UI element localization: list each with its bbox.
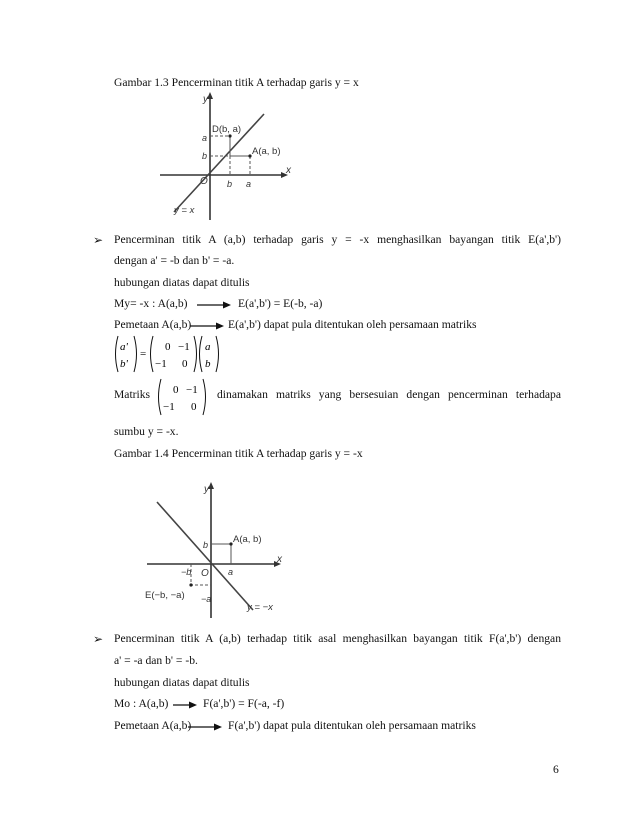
s3-line-1: Pencerminan titik A (a,b) terhadap titik asal menghasilkan bayangan titik F(a',b') dengan <box>114 632 561 645</box>
bullet-icon: ➢ <box>93 632 104 646</box>
arrow-icon <box>190 321 224 331</box>
inline-m12: −1 <box>186 384 198 396</box>
matriks-word: Matriks <box>114 388 151 401</box>
arrow-icon <box>188 722 222 732</box>
line-label: y = x <box>174 205 195 216</box>
bullet-icon: ➢ <box>93 233 104 247</box>
matrix-equation <box>112 334 222 374</box>
neg-b-label: −b <box>181 567 192 577</box>
point-a-label: A(a, b) <box>233 534 262 545</box>
page-number: 6 <box>553 763 559 776</box>
figure-1-4-caption: Gambar 1.4 Pencerminan titik A terhadap garis y = -x <box>114 447 363 460</box>
matriks-description: dinamakan matriks yang bersesuian dengan pencerminan terhadapa <box>217 388 561 401</box>
matrix-m12: −1 <box>178 341 190 353</box>
s3-map-left: Mo : A(a,b) <box>114 697 169 710</box>
lhs-a-prime: a' <box>120 341 128 353</box>
arrow-icon <box>173 700 197 710</box>
line-label: y = −x <box>247 602 273 613</box>
point-a-label: A(a, b) <box>252 146 281 157</box>
inline-m21: −1 <box>163 401 175 413</box>
dashed-guides-a <box>211 544 231 564</box>
s2-line-3: hubungan diatas dapat ditulis <box>114 276 250 289</box>
s3-line-3: hubungan diatas dapat ditulis <box>114 676 250 689</box>
x-axis-label: x <box>277 554 282 565</box>
rhs-a: a <box>205 341 211 353</box>
s2-map-left: My= -x : A(a,b) <box>114 297 188 310</box>
figure-1-3-caption: Gambar 1.3 Pencerminan titik A terhadap garis y = x <box>114 76 359 89</box>
s3-map-right: F(a',b') = F(-a, -f) <box>203 697 285 710</box>
matriks-inline-matrix <box>155 377 211 417</box>
a-on-y-label: a <box>202 133 208 143</box>
s2-line-1: Pencerminan titik A (a,b) terhadap garis y = -x menghasilkan bayangan titik E(a',b') <box>114 233 561 246</box>
point-e-label: E(−b, −a) <box>145 590 185 601</box>
b-on-y-label: b <box>202 151 208 161</box>
matrix-m21: −1 <box>155 358 167 370</box>
inline-m11: 0 <box>173 384 179 396</box>
y-axis-label: y <box>203 94 208 105</box>
x-axis-label: x <box>286 165 291 176</box>
lhs-b-prime: b' <box>120 358 128 370</box>
neg-a-label: −a <box>201 594 212 604</box>
origin-label: O <box>200 176 208 187</box>
sumbu-line: sumbu y = -x. <box>114 425 179 438</box>
s2-pem-left: Pemetaan A(a,b) <box>114 318 192 331</box>
y-axis-label: y <box>204 484 209 495</box>
s2-map-right: E(a',b') = E(-b, -a) <box>238 297 323 310</box>
rhs-b: b <box>205 358 211 370</box>
s3-pem-right: F(a',b') dapat pula ditentukan oleh persamaan matriks <box>228 719 476 732</box>
inline-m22: 0 <box>191 401 197 413</box>
figure-1-3-diagram <box>160 92 310 222</box>
b-on-x-label: b <box>227 179 233 189</box>
s2-line-2: dengan a' = -b dan b' = -a. <box>114 254 235 267</box>
figure-1-4-diagram <box>145 482 295 622</box>
point-e <box>189 583 192 586</box>
point-d-label: D(b, a) <box>212 124 242 135</box>
origin-label: O <box>201 568 209 579</box>
matrix-m11: 0 <box>165 341 171 353</box>
equals-sign: = <box>140 348 147 360</box>
a-on-x-label: a <box>246 179 252 189</box>
s2-pem-right: E(a',b') dapat pula ditentukan oleh persamaan matriks <box>228 318 477 331</box>
arrow-icon <box>197 300 231 310</box>
a-on-x-label: a <box>228 567 234 577</box>
s3-pem-left: Pemetaan A(a,b) <box>114 719 192 732</box>
s3-line-2: a' = -a dan b' = -b. <box>114 654 198 667</box>
b-on-y-label: b <box>203 540 209 550</box>
matrix-m22: 0 <box>182 358 188 370</box>
